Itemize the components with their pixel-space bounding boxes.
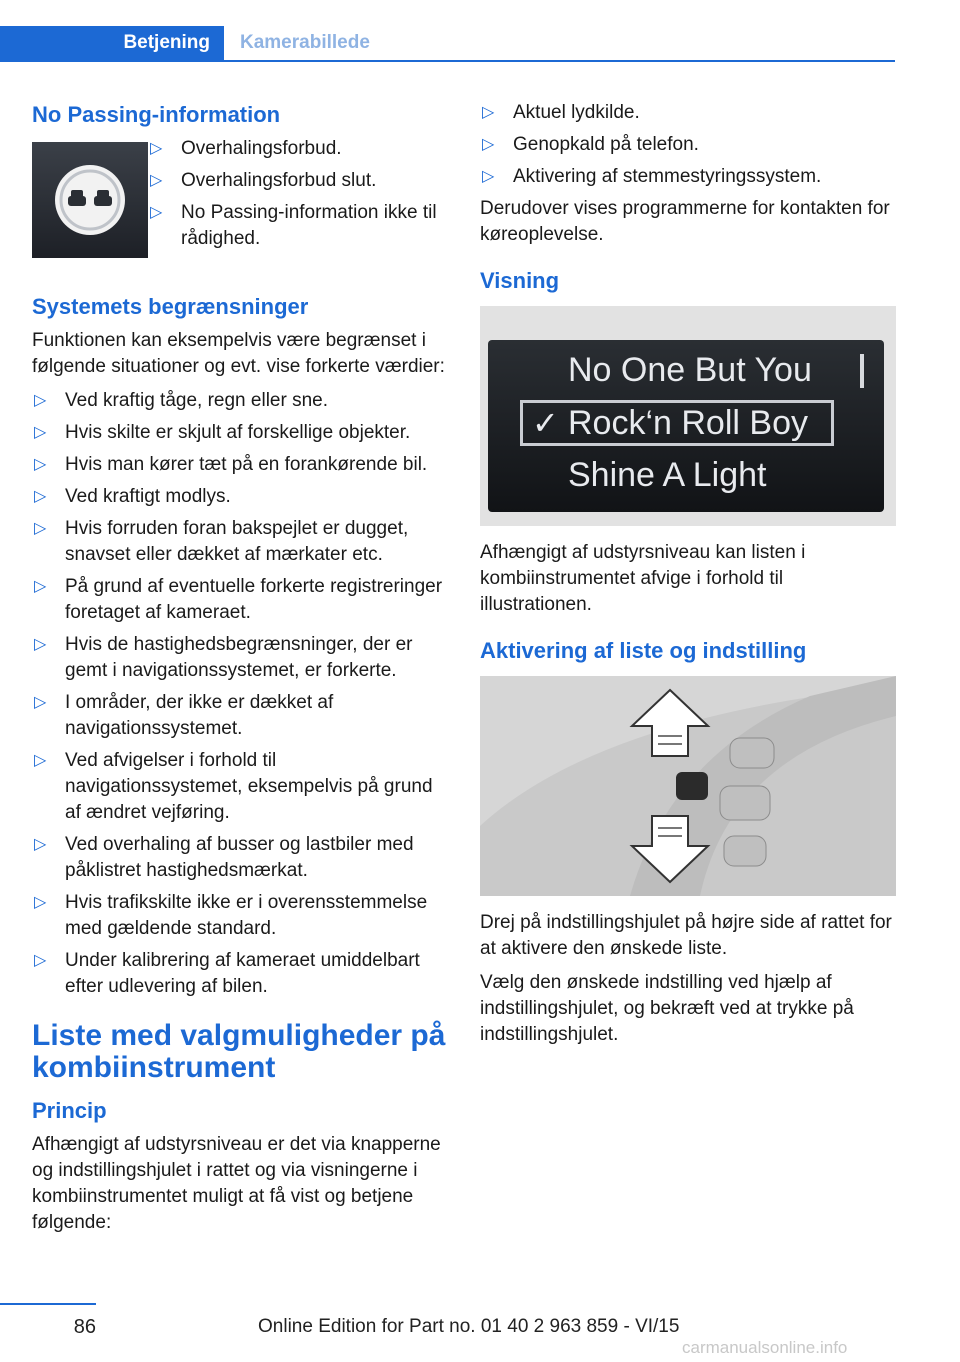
list-item: ▷ Genopkald på telefon. xyxy=(480,132,896,158)
left-column xyxy=(32,100,448,1244)
edition-text: Online Edition for Part no. 01 40 2 963 859 - VI/15 xyxy=(258,1316,680,1337)
np-section xyxy=(32,136,448,264)
display-caption: Afhængigt af udstyrsniveau kan listen i kombiinstrumentet afvige i forhold til illustrationen. xyxy=(480,542,806,615)
feature-list xyxy=(480,100,896,190)
list-item: ▷ Ved afvigelser i forhold til navigationssystemet, eksempelvis på grund af ændret vejføring. xyxy=(34,750,433,823)
limits-heading: Systemets begrænsninger xyxy=(32,294,309,319)
no-passing-sign-icon xyxy=(32,142,148,258)
triangle-bullet-icon: ▷ xyxy=(150,204,163,221)
song-item: Shine A Light xyxy=(568,456,767,494)
np-list xyxy=(148,136,448,258)
steering-wheel-illustration xyxy=(480,676,896,896)
triangle-bullet-icon: ▷ xyxy=(34,456,47,473)
activate-text-2: Vælg den ønskede indstilling ved hjælp af indstillingshjulet, og bekræft ved at trykke på indstillingshjulet. xyxy=(480,972,854,1045)
list-item: ▷ No Passing-information ikke til rådighed. xyxy=(150,202,437,249)
footer-rule xyxy=(0,1303,96,1305)
triangle-bullet-icon: ▷ xyxy=(34,392,47,409)
triangle-bullet-icon: ▷ xyxy=(34,752,47,769)
instrument-screen xyxy=(488,340,884,512)
activate-heading: Aktivering af liste og indstilling xyxy=(480,638,807,663)
display-illustration xyxy=(480,306,896,526)
display-heading: Visning xyxy=(480,268,560,293)
page-number: 86 xyxy=(73,1316,96,1338)
song-item: No One But You xyxy=(568,351,812,389)
triangle-bullet-icon: ▷ xyxy=(34,488,47,505)
triangle-bullet-icon: ▷ xyxy=(34,952,47,969)
limits-intro: Funktionen kan eksempelvis være begrænset i følgende situationer og evt. vise forkerte værdier: xyxy=(32,330,445,377)
list-item: ▷ Aktivering af stemmestyringssystem. xyxy=(480,164,896,190)
principle-heading: Princip xyxy=(32,1098,107,1123)
list-item: ▷ Under kalibrering af kameraet umiddelbart efter udlevering af bilen. xyxy=(34,950,420,997)
tab-kamerabillede[interactable]: Kamerabillede xyxy=(240,32,370,53)
list-item: ▷ Ved kraftigt modlys. xyxy=(32,484,448,510)
header-tabbar xyxy=(0,26,895,62)
programs-text: Derudover vises programmerne for kontakten for køreoplevelse. xyxy=(480,198,890,245)
triangle-bullet-icon: ▷ xyxy=(34,520,47,537)
list-item: ▷ På grund af eventuelle forkerte registreringer foretaget af kameraet. xyxy=(34,576,443,623)
triangle-bullet-icon: ▷ xyxy=(34,424,47,441)
watermark-text: carmanualsonline.info xyxy=(682,1338,848,1357)
activate-text-1: Drej på indstillingshjulet på højre side af rattet for at aktivere den ønskede liste. xyxy=(480,912,892,959)
triangle-bullet-icon: ▷ xyxy=(34,636,47,653)
triangle-bullet-icon: ▷ xyxy=(34,836,47,853)
triangle-bullet-icon: ▷ xyxy=(482,168,495,185)
list-item: ▷ Hvis man kører tæt på en forankørende bil. xyxy=(32,452,448,478)
principle-text: Afhængigt af udstyrsniveau er det via knapperne og indstillingshjulet i rattet og via visningerne i kombiinstrumentet muligt at få vist og betjene følgende: xyxy=(32,1134,441,1233)
list-item: ▷ I områder, der ikke er dækket af navigationssystemet. xyxy=(34,692,334,739)
triangle-bullet-icon: ▷ xyxy=(34,578,47,595)
list-item: ▷ Overhalingsforbud. xyxy=(148,136,448,162)
no-passing-sign-image xyxy=(32,142,148,258)
list-item: ▷ Aktuel lydkilde. xyxy=(480,100,896,126)
limits-list xyxy=(32,388,448,1000)
triangle-bullet-icon: ▷ xyxy=(150,140,163,157)
tab-betjening[interactable]: Betjening xyxy=(0,26,224,60)
list-section-heading: Liste med valgmuligheder på kombiinstrument xyxy=(32,1019,446,1084)
scrollbar-indicator xyxy=(860,354,864,388)
triangle-bullet-icon: ▷ xyxy=(482,104,495,121)
song-item-selected: Rock‘n Roll Boy xyxy=(568,404,808,442)
triangle-bullet-icon: ▷ xyxy=(150,172,163,189)
list-item: ▷ Ved kraftig tåge, regn eller sne. xyxy=(32,388,448,414)
checkmark-icon: ✓ xyxy=(532,405,559,441)
list-item: ▷ Hvis trafikskilte ikke er i overensstemmelse med gældende standard. xyxy=(34,892,428,939)
triangle-bullet-icon: ▷ xyxy=(482,136,495,153)
steering-wheel-thumbwheel-icon xyxy=(480,676,896,896)
triangle-bullet-icon: ▷ xyxy=(34,694,47,711)
triangle-bullet-icon: ▷ xyxy=(34,894,47,911)
list-item: ▷ Ved overhaling af busser og lastbiler med påklistret hastighedsmærkat. xyxy=(34,834,414,881)
list-item: ▷ Hvis de hastighedsbegrænsninger, der er gemt i navigationssystemet, er forkerte. xyxy=(34,634,413,681)
list-item: ▷ Hvis skilte er skjult af forskellige objekter. xyxy=(32,420,448,446)
right-column xyxy=(480,100,896,1056)
np-heading: No Passing-information xyxy=(32,102,281,127)
list-item: ▷ Hvis forruden foran bakspejlet er dugget, snavset eller dækket af mærkater etc. xyxy=(34,518,409,565)
list-item: ▷ Overhalingsforbud slut. xyxy=(148,168,448,194)
